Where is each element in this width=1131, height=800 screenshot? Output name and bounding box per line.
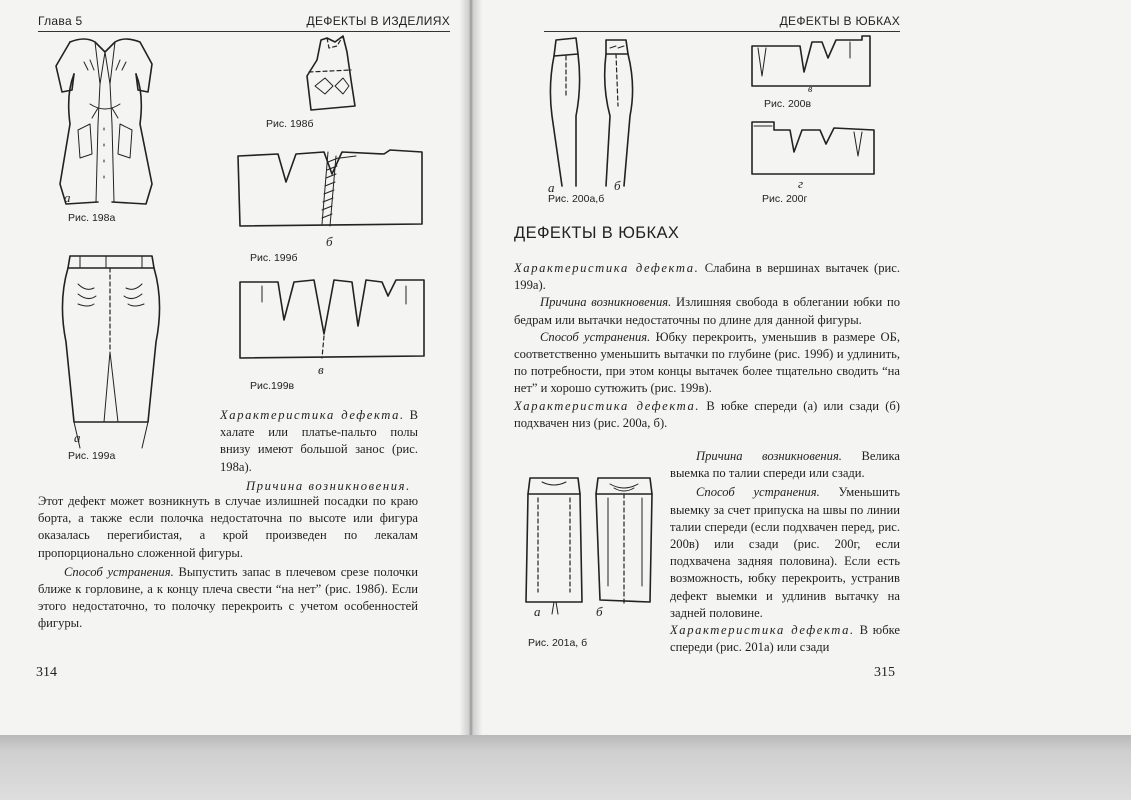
fig-201-letter-b: б: [596, 604, 603, 619]
left-page: [0, 0, 468, 735]
right-defect-label-2: Характеристика дефекта.: [514, 398, 701, 413]
right-cause-label-2: Причина возникновения.: [696, 449, 842, 463]
right-page-number: 315: [874, 665, 895, 680]
right-remedy-label-2: Способ устранения.: [696, 485, 820, 500]
right-defect-text-3: В юбке спереди (рис. 201а) или сзади: [670, 623, 900, 655]
fig-199b-letter-b: б: [326, 234, 333, 249]
fig-200v-letter: в: [808, 84, 813, 95]
figure-199b-darts: [236, 148, 426, 238]
right-section-label: ДЕФЕКТЫ В ЮБКАХ: [779, 14, 900, 28]
right-cause-label-1: Причина возникновения.: [540, 295, 672, 310]
caption-200ab: Рис. 200а,б: [548, 193, 605, 205]
right-remedy-text-1: Юбку перекроить, уменьшив в размере ОБ, соответственно уменьшить вытачки по глубине (рис. 199б) и удлинить, по потребности, при этом концы вытачек более тщательно сводить “на нет” и хорошо сутюжить (рис. 199в).: [514, 329, 900, 396]
caption-201ab: Рис. 201а, б: [528, 637, 588, 649]
right-defect-label-3: Характеристика дефекта.: [670, 623, 855, 638]
right-defect-label-1: Характеристика дефекта.: [514, 261, 700, 275]
right-defect-text-1: Слабина в вершинах вытачек (рис. 199а).: [514, 261, 901, 293]
cause-label: Причина возникновения.: [246, 478, 411, 493]
left-running-head: [38, 14, 450, 32]
fig-200-letter-b: б: [614, 178, 621, 193]
figure-198a-dress: [40, 34, 170, 210]
remedy-label: Способ устранения.: [64, 564, 174, 579]
left-text-narrow: [220, 407, 418, 495]
figure-199a-skirt: [56, 252, 166, 452]
right-text-wide: [514, 260, 900, 432]
fig-201-letter-a: а: [534, 604, 541, 619]
fig-200-letter-a: а: [548, 180, 555, 195]
caption-200g: Рис. 200г: [762, 193, 808, 205]
figure-198b-pattern: [303, 36, 363, 114]
figure-200g-pattern: [750, 122, 876, 176]
right-remedy-text-2: Уменьшить выемку за счет припуска на швы по линии талии спереди (если подхвачен перед, рис. 200в) или сзади (рис. 200г, если подхвачена задняя половина). Если есть возможность, юбку перекроить, устранив дефект выемки и удлинив вытачку на задней половине.: [670, 485, 900, 620]
defect-label: Характеристика дефекта.: [220, 408, 405, 422]
figure-200ab-skirts: [540, 36, 640, 190]
cause-text: Этот дефект может возникнуть в случае излишней посадки по краю борта, а также если полочка недостаточна по высоте или фигура оказалась перегибистая, а крой произведен по лекалам пропорционально сложенной фигуры.: [38, 494, 418, 560]
figure-201ab-skirts: [520, 474, 660, 614]
remedy-text: Выпустить запас в плечевом срезе полочки ближе к горловине, а к концу плеча свести “на нет” (рис. 198б). Если этого недостаточно, то полочку перекроить с учетом особенностей фигуры.: [38, 564, 418, 631]
defect-text: В халате или платье-пальто полы внизу имеют большой занос (рис. 198а).: [220, 408, 418, 474]
fig-200g-letter: г: [798, 176, 804, 191]
caption-199v: Рис.199в: [250, 380, 295, 392]
fig-199v-letter-v: в: [318, 362, 324, 377]
figure-200v-pattern: [750, 36, 872, 88]
right-text-narrow: [670, 448, 900, 656]
section-heading: ДЕФЕКТЫ В ЮБКАХ: [514, 224, 680, 242]
caption-198b: Рис. 198б: [266, 118, 314, 130]
right-running-head: [544, 14, 900, 32]
left-text-wide: [38, 493, 418, 633]
caption-199a: Рис. 199а: [68, 450, 116, 462]
chapter-label: Глава 5: [38, 14, 83, 28]
left-page-number: 314: [36, 665, 57, 680]
caption-198a: Рис. 198а: [68, 212, 116, 224]
fig-199a-letter-a: а: [74, 430, 81, 445]
right-cause-text-1: Излишняя свобода в облегании юбки по бедрам или вытачки недостаточны по длине для данной фигуры.: [514, 295, 900, 327]
caption-199b: Рис. 199б: [250, 252, 298, 264]
caption-200v: Рис. 200в: [764, 98, 812, 110]
right-defect-text-2: В юбке спереди (а) или сзади (б) подхвачен низ (рис. 200а, б).: [514, 398, 900, 430]
scan-bottom-edge: [0, 735, 1131, 800]
left-section-label: ДЕФЕКТЫ В ИЗДЕЛИЯХ: [306, 14, 450, 28]
figure-199v-darts: [238, 276, 428, 366]
right-remedy-label-1: Способ устранения.: [540, 329, 651, 344]
right-cause-text-2: Велика выемка по талии спереди или сзади.: [670, 449, 900, 481]
fig-198a-letter-a: а: [64, 190, 71, 205]
